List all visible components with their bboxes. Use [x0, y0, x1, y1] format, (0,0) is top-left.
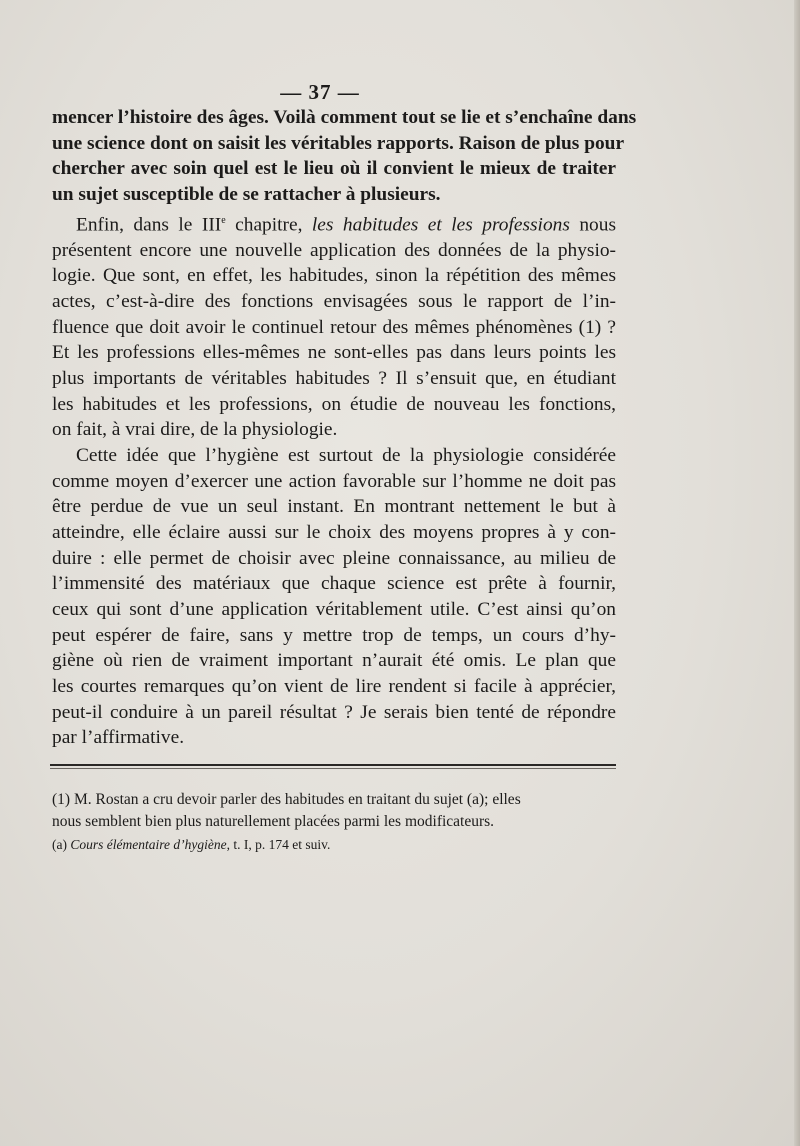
text-line: un sujet susceptible de se rattacher à plusieurs. — [52, 183, 441, 205]
text-line: mencer l’histoire des âges. Voilà comment tout se lie et s’enchaîne dans — [52, 107, 637, 128]
footnote-1 — [52, 789, 616, 833]
text-line: une science dont on saisit les véritables rapports. Raison de plus pour — [52, 132, 625, 154]
text-line: chercher avec soin quel est le lieu où il convient le mieux de traiter — [52, 158, 616, 180]
text-line: l’immensité des matériaux que chaque science est prête à fournir, — [52, 573, 616, 595]
text-line: logie. Que sont, en effet, les habitudes, sinon la répétition des mêmes — [52, 265, 616, 287]
text-line: par l’affirmative. — [52, 727, 185, 749]
text-line: on fait, à vrai dire, de la physiologie. — [52, 419, 338, 441]
text-line: Et les professions elles-mêmes ne sont-elles pas dans leurs points les — [52, 342, 616, 364]
body-text — [52, 105, 637, 751]
ordinal-superscript: e — [221, 214, 226, 226]
footnote-2 — [52, 834, 616, 856]
text-line: ceux qui sont d’une application véritablement utile. C’est ainsi qu’on — [52, 598, 616, 620]
line-end: nous — [569, 214, 616, 236]
text-line: duire : elle permet de choisir avec pleine connaissance, au milieu de — [52, 547, 616, 569]
footnote-line — [52, 834, 616, 856]
text-line: actes, c’est-à-dire des fonctions envisagées sous le rapport de l’in- — [52, 291, 616, 313]
text-line: les courtes remarques qu’on vient de lire rendent si facile à apprécier, — [52, 675, 616, 697]
text-line: plus importants de véritables habitudes ? Il s’ensuit que, en étudiant — [52, 368, 616, 390]
text-line: giène où rien de vraiment important n’aurait été omis. Le plan que — [52, 650, 616, 672]
text-line: peut-il conduire à un pareil résultat ? Je serais bien tenté de répondre — [52, 701, 616, 723]
text-line: comme moyen d’exercer une action favorable sur l’homme ne doit pas — [52, 470, 616, 492]
text-line: être perdue de vue un seul instant. En montrant nettement le but à — [52, 496, 616, 518]
citation-details: , t. I, p. 174 et suiv. — [226, 837, 331, 852]
text-line: peut espérer de faire, sans y mettre trop de temps, un cours d’hy- — [52, 624, 616, 646]
text-line: présentent encore une nouvelle application des données de la physio- — [52, 239, 616, 261]
line-start: Enfin, dans le III — [76, 214, 222, 236]
footnote-line: nous semblent bien plus naturellement placées parmi les modificateurs. — [52, 813, 495, 830]
footnote-line: (1) M. Rostan a cru devoir parler des habitudes en traitant du sujet (a); elles — [52, 791, 521, 808]
italic-title: les habitudes et les professions — [311, 214, 570, 236]
text-line — [52, 208, 616, 238]
footnote-rule-thin — [50, 768, 616, 769]
page-number: — 37 — — [280, 80, 360, 104]
text-line: fluence que doit avoir le continuel retour des mêmes phénomènes (1) ? — [52, 316, 616, 338]
text-line: Cette idée que l’hygiène est surtout de la physiologie considérée — [76, 445, 616, 466]
text-line: atteindre, elle éclaire aussi sur le choix des moyens propres à y con- — [52, 521, 616, 543]
line-mid: chapitre, — [225, 214, 312, 236]
footnote-marker: (a) — [52, 837, 71, 852]
page-edge — [794, 0, 800, 1146]
text-line: les habitudes et les professions, on étudie de nouveau les fonctions, — [52, 393, 616, 415]
footnote-rule — [50, 764, 616, 766]
cited-title: Cours élémentaire d’hygiène — [70, 837, 227, 852]
